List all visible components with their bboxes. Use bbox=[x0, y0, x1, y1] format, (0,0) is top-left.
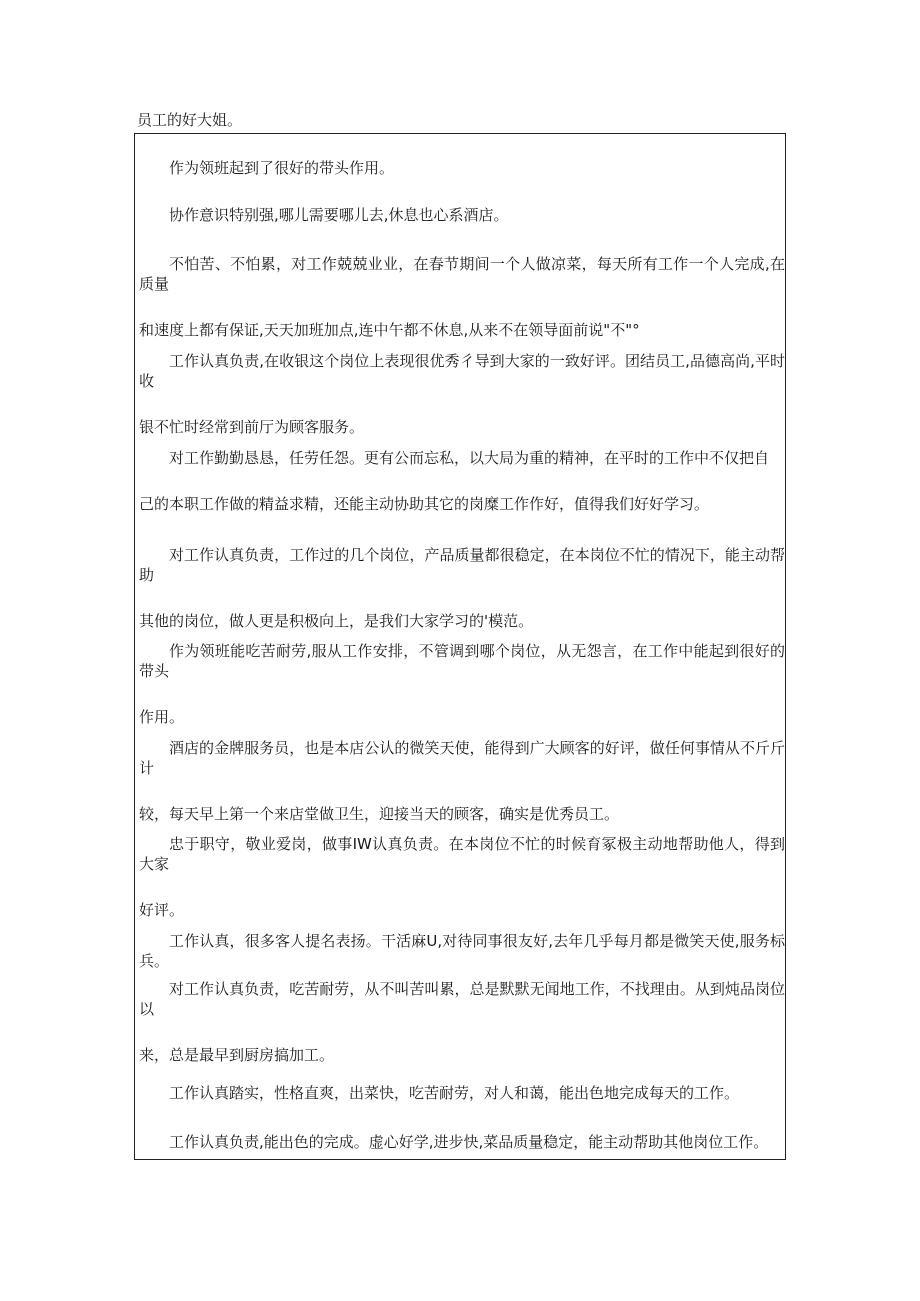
paragraph-line-1: 不怕苦、不怕累，对工作兢兢业业，在春节期间一个人做凉菜，每天所有工作一个人完成,在质量 bbox=[139, 255, 785, 293]
comment-paragraph bbox=[139, 834, 785, 920]
paragraph-line-2: 银不忙时经常到前厅为顾客服务。 bbox=[139, 418, 365, 436]
comment-paragraph bbox=[139, 1083, 785, 1103]
paragraph-line-1: 工作认真，很多客人提名表扬。干活麻U,对待同事很友好,去年几乎每月都是微笑天使,服务标兵。 bbox=[139, 932, 785, 970]
comment-paragraph bbox=[139, 205, 785, 225]
paragraph-line-1: 酒店的金牌服务员，也是本店公认的微笑天使，能得到广大顾客的好评，做任何事情从不斤斤计 bbox=[139, 739, 785, 777]
paragraph-line-1: 作为领班起到了很好的带头作用。 bbox=[169, 159, 395, 177]
paragraph-line-1: 作为领班能吃苦耐劳,服从工作安排，不管调到哪个岗位，从无怨言，在工作中能起到很好的带头 bbox=[139, 642, 785, 680]
paragraph-line-2: 较，每天早上第一个来店堂做卫生，迎接当天的顾客，确实是优秀员工。 bbox=[139, 805, 620, 823]
comment-paragraph bbox=[139, 545, 785, 631]
comment-paragraph bbox=[139, 448, 785, 514]
comment-paragraph bbox=[139, 738, 785, 824]
paragraph-line-1: 对工作认真负责，吃苦耐劳，从不叫苦叫累，总是默默无闻地工作，不找理由。从到炖品岗位以 bbox=[139, 980, 785, 1018]
continued-text-line: 员工的好大姐。 bbox=[137, 111, 243, 129]
paragraph-line-1: 忠于职守，敬业爱岗，做事IW认真负责。在本岗位不忙的时候育冢极主动地帮助他人，得到大家 bbox=[139, 835, 785, 873]
paragraph-line-2: 好评。 bbox=[139, 901, 185, 919]
paragraph-line-1: 工作认真踏实，性格直爽，出菜快，吃苦耐劳，对人和蔼，能出色地完成每天的工作。 bbox=[169, 1084, 740, 1102]
paragraph-line-1: 对工作勤勤恳恳，任劳任怨。更有公而忘私，以大局为重的精神，在平时的工作中不仅把自 bbox=[169, 449, 770, 467]
comment-paragraph bbox=[139, 158, 785, 178]
comment-paragraph bbox=[139, 931, 785, 971]
paragraph-line-2: 作用。 bbox=[139, 708, 185, 726]
comment-paragraph bbox=[139, 254, 785, 340]
paragraph-line-2: 和速度上都有保证,天天加班加点,连中午都不休息,从来不在领导面前说"不"° bbox=[139, 321, 640, 339]
comment-paragraph bbox=[139, 641, 785, 727]
comment-paragraph bbox=[139, 1132, 785, 1152]
comment-paragraph bbox=[139, 351, 785, 437]
comment-paragraph bbox=[139, 979, 785, 1065]
paragraph-line-1: 对工作认真负责，工作过的几个岗位，产品质量都很稳定，在本岗位不忙的情况下，能主动帮助 bbox=[139, 546, 785, 584]
paragraph-line-1: 工作认真负责,在收银这个岗位上表现很优秀彳导到大家的一致好评。团结员工,品德高尚,平时收 bbox=[139, 352, 785, 390]
paragraph-line-2: 己的本职工作做的精益求精，还能主动协助其它的岗糜工作作好，值得我们好好学习。 bbox=[139, 495, 710, 513]
comments-table-cell bbox=[134, 133, 786, 1160]
paragraph-line-1: 协作意识特别强,哪儿需要哪儿去,休息也心系酒店。 bbox=[169, 206, 509, 224]
paragraph-line-2: 其他的岗位，做人更是积极向上，是我们大家学习的'模范。 bbox=[139, 612, 534, 630]
paragraph-line-2: 来，总是最早到厨房搞加工。 bbox=[139, 1046, 335, 1064]
paragraph-line-1: 工作认真负责,能出色的完成。虚心好学,进步快,菜品质量稳定，能主动帮助其他岗位工作。 bbox=[169, 1133, 769, 1151]
